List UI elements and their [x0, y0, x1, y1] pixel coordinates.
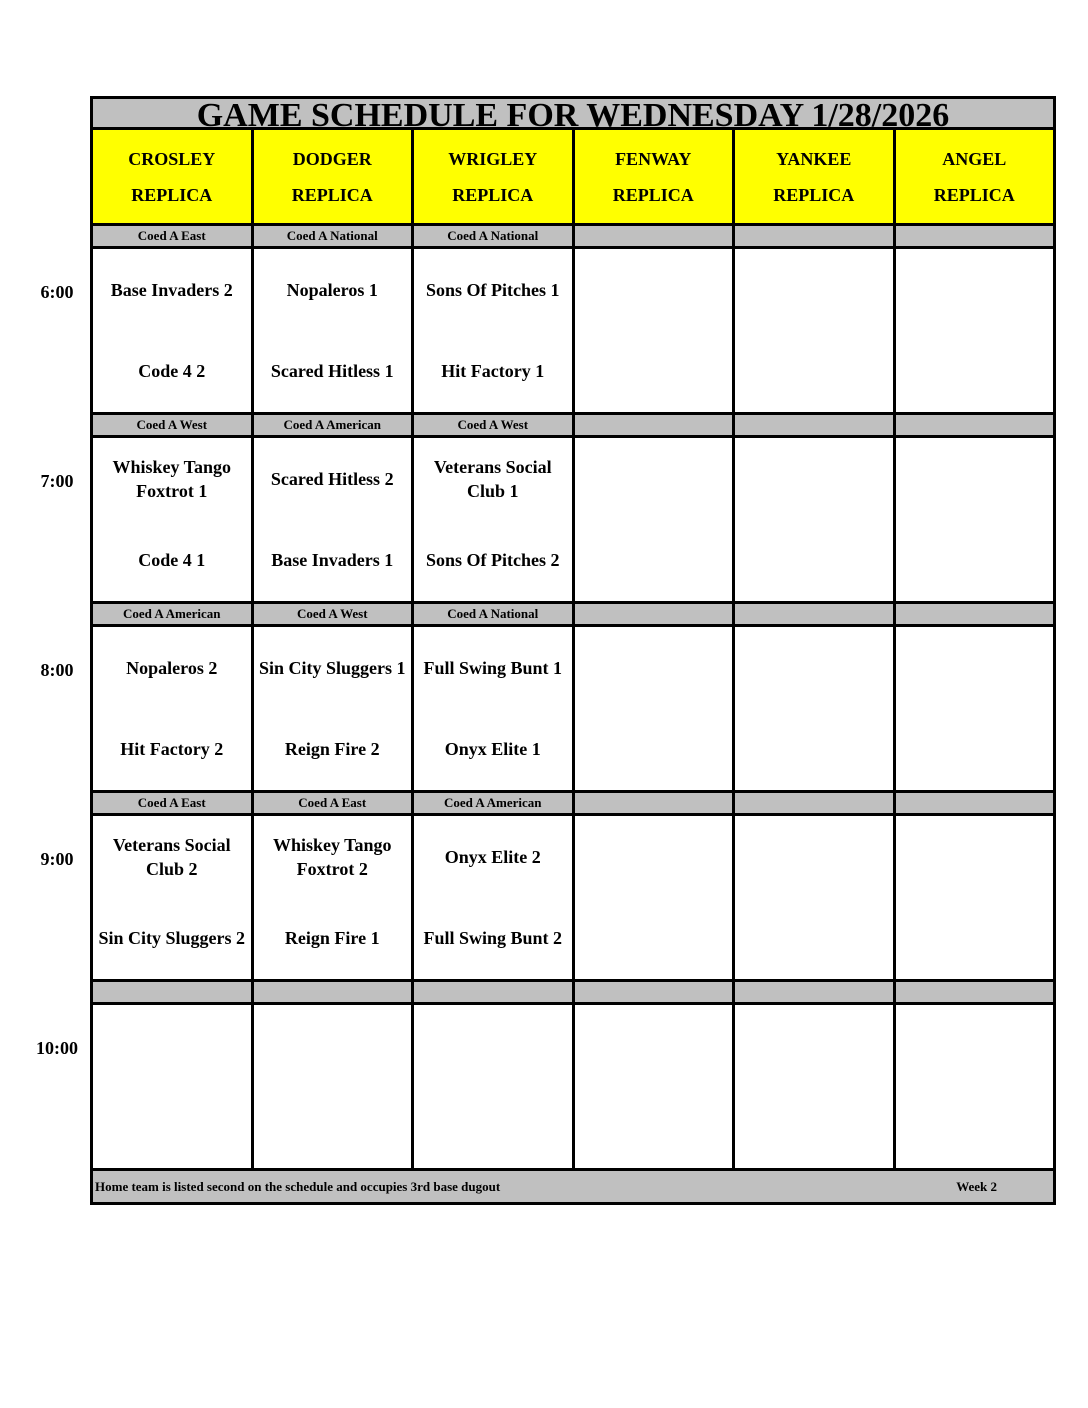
home-team: Sin City Sluggers 2: [98, 928, 246, 949]
field-fenway: [575, 130, 736, 223]
game-cell: [254, 627, 415, 790]
away-team: Nopaleros 1: [286, 279, 378, 300]
home-team: [735, 331, 893, 413]
division-label: [254, 982, 415, 1002]
game-cell: [414, 438, 575, 601]
game-cell: [93, 816, 254, 979]
home-team: Code 4 2: [138, 361, 206, 382]
home-team: [735, 1087, 893, 1169]
division-label: Coed A National: [414, 226, 575, 246]
away-team: [896, 627, 1054, 709]
away-team: [896, 438, 1054, 520]
field-sub: REPLICA: [291, 184, 373, 205]
time-label: 9:00: [40, 849, 74, 869]
time-slot-block: [40, 415, 1056, 604]
away-team: Whiskey Tango Foxtrot 2: [272, 834, 392, 879]
home-team: [896, 1087, 1054, 1169]
games-row: [90, 1005, 1056, 1171]
division-label: Coed A National: [414, 604, 575, 624]
game-cell: [575, 816, 736, 979]
game-cell: [93, 627, 254, 790]
away-team: Nopaleros 2: [126, 657, 218, 678]
home-team: [735, 709, 893, 791]
away-team: [575, 1005, 733, 1087]
division-label: [896, 226, 1054, 246]
division-label: [735, 226, 896, 246]
home-team: [93, 1087, 251, 1169]
division-label: Coed A American: [414, 793, 575, 813]
division-label: [575, 226, 736, 246]
time-label: 6:00: [40, 282, 74, 302]
division-label: [896, 793, 1054, 813]
division-label: [735, 604, 896, 624]
division-label: [735, 415, 896, 435]
field-sub: REPLICA: [773, 184, 855, 205]
field-sub: REPLICA: [933, 184, 1015, 205]
time-slot-block: [40, 226, 1056, 415]
game-cell: [254, 1005, 415, 1168]
away-team: [896, 1005, 1054, 1087]
game-cell: [414, 1005, 575, 1168]
games-row: [90, 627, 1056, 793]
schedule-footer: [90, 1171, 1056, 1205]
away-team: [575, 438, 733, 520]
home-team: [896, 331, 1054, 413]
field-name: CROSLEY: [128, 148, 216, 169]
game-cell: [735, 438, 896, 601]
field-angel: [896, 130, 1054, 223]
game-cell: [93, 1005, 254, 1168]
away-team: [414, 1005, 572, 1087]
away-team: [735, 816, 893, 898]
home-team: [896, 709, 1054, 791]
home-team: [575, 709, 733, 791]
game-cell: [254, 816, 415, 979]
schedule-sheet: [36, 96, 1056, 1205]
division-label: [575, 415, 736, 435]
division-label: [575, 604, 736, 624]
division-label: Coed A American: [93, 604, 254, 624]
away-team: [254, 1005, 412, 1087]
away-team: Veterans Social Club 2: [112, 834, 231, 879]
game-cell: [414, 249, 575, 412]
home-team-note: Home team is listed second on the schedule and occupies 3rd base dugout: [95, 1178, 501, 1194]
home-team: Base Invaders 1: [271, 550, 394, 571]
time-slot-block: [36, 982, 1056, 1171]
game-cell: [93, 249, 254, 412]
away-team: [735, 1005, 893, 1087]
division-row: [90, 982, 1056, 1005]
home-team: Full Swing Bunt 2: [423, 928, 563, 949]
division-label: Coed A National: [254, 226, 415, 246]
division-label: Coed A West: [414, 415, 575, 435]
division-label: [735, 982, 896, 1002]
away-team: [735, 438, 893, 520]
away-team: [575, 627, 733, 709]
home-team: [414, 1087, 572, 1169]
time-slot-block: [40, 793, 1056, 982]
home-team: Code 4 1: [138, 550, 206, 571]
time-label: 7:00: [40, 471, 74, 491]
division-label: [896, 415, 1054, 435]
division-label: [896, 604, 1054, 624]
away-team: [896, 249, 1054, 331]
away-team: Sons Of Pitches 1: [425, 279, 560, 300]
away-team: [93, 1005, 251, 1087]
home-team: Onyx Elite 1: [444, 739, 541, 760]
field-yankee: [735, 130, 896, 223]
home-team: [575, 331, 733, 413]
game-cell: [896, 249, 1054, 412]
home-team: Sons Of Pitches 2: [425, 550, 560, 571]
game-cell: [735, 249, 896, 412]
away-team: [896, 816, 1054, 898]
field-name: ANGEL: [942, 148, 1007, 169]
games-row: [90, 816, 1056, 982]
field-header-row: [90, 130, 1056, 226]
game-cell: [896, 627, 1054, 790]
home-team: [575, 520, 733, 602]
home-team: [896, 898, 1054, 980]
week-label: Week 2: [956, 1178, 997, 1194]
game-cell: [93, 438, 254, 601]
time-label: 10:00: [36, 1038, 78, 1058]
division-label: [735, 793, 896, 813]
field-sub: REPLICA: [612, 184, 694, 205]
field-wrigley: [414, 130, 575, 223]
division-row: [90, 226, 1056, 249]
away-team: [735, 627, 893, 709]
division-label: [414, 982, 575, 1002]
game-cell: [735, 627, 896, 790]
game-cell: [575, 627, 736, 790]
division-label: [575, 982, 736, 1002]
home-team: [735, 520, 893, 602]
division-label: Coed A East: [93, 226, 254, 246]
away-team: [575, 816, 733, 898]
home-team: Hit Factory 2: [120, 739, 224, 760]
home-team: Scared Hitless 1: [270, 361, 394, 382]
away-team: Full Swing Bunt 1: [423, 657, 563, 678]
home-team: Reign Fire 2: [284, 739, 380, 760]
division-row: [90, 793, 1056, 816]
division-label: [896, 982, 1054, 1002]
away-team: Veterans Social Club 1: [433, 456, 552, 501]
division-label: [93, 982, 254, 1002]
game-cell: [254, 249, 415, 412]
game-cell: [254, 438, 415, 601]
division-label: Coed A East: [254, 793, 415, 813]
home-team: [575, 898, 733, 980]
field-crosley: [93, 130, 254, 223]
game-cell: [896, 1005, 1054, 1168]
field-name: YANKEE: [776, 148, 852, 169]
game-cell: [414, 627, 575, 790]
game-cell: [414, 816, 575, 979]
game-cell: [735, 1005, 896, 1168]
field-name: DODGER: [292, 148, 372, 169]
away-team: [575, 249, 733, 331]
home-team: Hit Factory 1: [441, 361, 545, 382]
away-team: [735, 249, 893, 331]
division-label: Coed A West: [93, 415, 254, 435]
home-team: [896, 520, 1054, 602]
field-sub: REPLICA: [131, 184, 213, 205]
field-dodger: [254, 130, 415, 223]
game-cell: [575, 438, 736, 601]
field-sub: REPLICA: [452, 184, 534, 205]
field-name: WRIGLEY: [448, 148, 538, 169]
game-cell: [896, 438, 1054, 601]
away-team: Sin City Sluggers 1: [258, 657, 406, 678]
games-row: [90, 249, 1056, 415]
home-team: [735, 898, 893, 980]
division-label: [575, 793, 736, 813]
game-cell: [735, 816, 896, 979]
division-label: Coed A West: [254, 604, 415, 624]
away-team: Base Invaders 2: [110, 279, 233, 300]
division-label: Coed A East: [93, 793, 254, 813]
game-cell: [896, 816, 1054, 979]
game-cell: [575, 1005, 736, 1168]
away-team: Whiskey Tango Foxtrot 1: [112, 456, 232, 501]
field-name: FENWAY: [615, 148, 692, 169]
home-team: Reign Fire 1: [284, 928, 380, 949]
division-label: Coed A American: [254, 415, 415, 435]
division-row: [90, 604, 1056, 627]
time-slot-block: [40, 604, 1056, 793]
home-team: [254, 1087, 412, 1169]
game-cell: [575, 249, 736, 412]
games-row: [90, 438, 1056, 604]
schedule-title: GAME SCHEDULE FOR WEDNESDAY 1/28/2026: [90, 96, 1056, 130]
home-team: [575, 1087, 733, 1169]
division-row: [90, 415, 1056, 438]
away-team: Scared Hitless 2: [270, 468, 394, 489]
time-label: 8:00: [40, 660, 74, 680]
away-team: Onyx Elite 2: [444, 846, 541, 867]
